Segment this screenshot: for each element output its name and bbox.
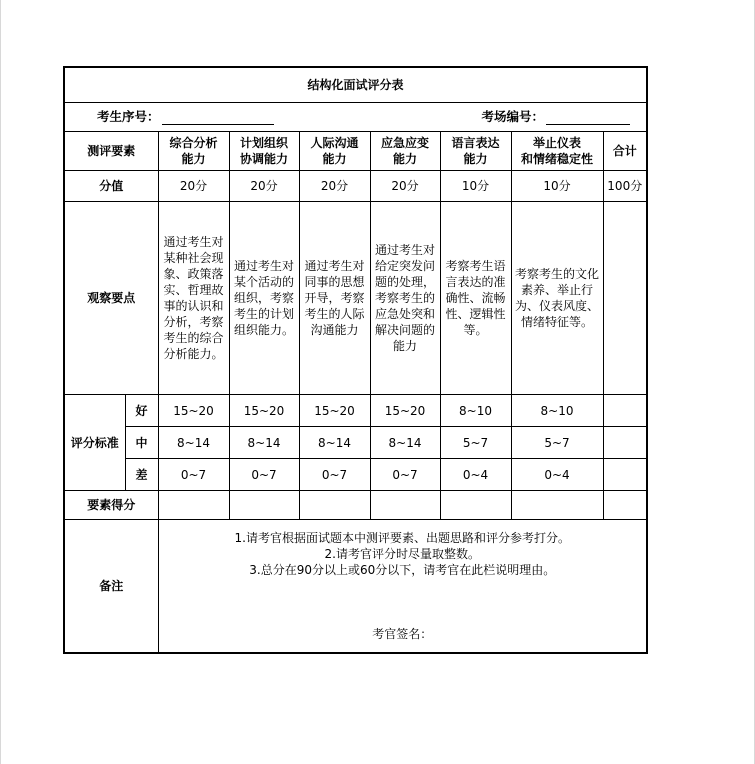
standard-range: 0~4 <box>440 459 511 491</box>
grade-good: 好 <box>125 395 158 427</box>
observation-total-cell <box>603 202 647 395</box>
header-comprehensive-analysis: 综合分析 能力 <box>158 132 229 171</box>
standard-range: 15~20 <box>158 395 229 427</box>
room-no-label: 考场编号： <box>481 109 544 124</box>
standard-range: 0~7 <box>299 459 370 491</box>
header-demeanor: 举止仪表 和情绪稳定性 <box>511 132 603 171</box>
room-no-blank[interactable] <box>546 112 630 125</box>
standard-range: 8~10 <box>511 395 603 427</box>
note-line: 1.请考官根据面试题本中测评要素、出题思路和评分参考打分。 <box>234 531 570 545</box>
observation-text: 通过考生对某个活动的组织，考察考生的计划组织能力。 <box>229 202 299 395</box>
score-value: 20分 <box>299 171 370 202</box>
room-no-field[interactable] <box>481 109 630 125</box>
standard-range: 5~7 <box>440 427 511 459</box>
observation-text: 通过考生对给定突发问题的处理，考察考生的应急处突和解决问题的能力 <box>370 202 440 395</box>
observation-label: 观察要点 <box>64 202 158 395</box>
form-title: 结构化面试评分表 <box>64 67 647 103</box>
standard-range: 5~7 <box>511 427 603 459</box>
scoring-sheet-table <box>63 66 648 654</box>
element-score-label: 要素得分 <box>64 491 158 520</box>
header-language: 语言表达 能力 <box>440 132 511 171</box>
score-label: 分值 <box>64 171 158 202</box>
standard-total-cell <box>603 427 647 459</box>
standard-range: 15~20 <box>370 395 440 427</box>
element-score-input[interactable] <box>440 491 511 520</box>
standard-total-cell <box>603 459 647 491</box>
standard-range: 8~14 <box>370 427 440 459</box>
observation-text: 考察考生的文化素养、举止行为、仪表风度、情绪特征等。 <box>511 202 603 395</box>
score-value: 10分 <box>440 171 511 202</box>
observation-text: 通过考生对某种社会现象、政策落实、哲理故事的认识和分析，考察考生的综合分析能力。 <box>158 202 229 395</box>
header-emergency: 应急应变 能力 <box>370 132 440 171</box>
standard-total-cell <box>603 395 647 427</box>
standard-range: 0~7 <box>158 459 229 491</box>
standard-range: 0~7 <box>370 459 440 491</box>
standard-range: 8~10 <box>440 395 511 427</box>
standard-range: 15~20 <box>229 395 299 427</box>
notes-content[interactable] <box>158 520 647 654</box>
standard-range: 0~4 <box>511 459 603 491</box>
note-line: 2.请考官评分时尽量取整数。 <box>324 547 480 561</box>
standards-label: 评分标准 <box>64 395 125 491</box>
header-interpersonal: 人际沟通 能力 <box>299 132 370 171</box>
page-edge-left <box>0 0 1 764</box>
element-score-input[interactable] <box>511 491 603 520</box>
info-row <box>64 103 647 132</box>
standard-range: 8~14 <box>158 427 229 459</box>
score-total: 100分 <box>603 171 647 202</box>
factor-header: 测评要素 <box>64 132 158 171</box>
candidate-no-blank[interactable] <box>162 112 274 125</box>
standard-range: 8~14 <box>299 427 370 459</box>
score-value: 10分 <box>511 171 603 202</box>
notes-label: 备注 <box>64 520 158 654</box>
candidate-no-field[interactable] <box>97 109 274 125</box>
element-score-input[interactable] <box>370 491 440 520</box>
score-value: 20分 <box>370 171 440 202</box>
score-value: 20分 <box>229 171 299 202</box>
standard-range: 8~14 <box>229 427 299 459</box>
note-line: 3.总分在90分以上或60分以下，请考官在此栏说明理由。 <box>249 563 556 577</box>
total-score-input[interactable] <box>603 491 647 520</box>
element-score-input[interactable] <box>299 491 370 520</box>
grade-poor: 差 <box>125 459 158 491</box>
standard-range: 0~7 <box>229 459 299 491</box>
header-planning-organizing: 计划组织 协调能力 <box>229 132 299 171</box>
element-score-input[interactable] <box>158 491 229 520</box>
header-total: 合计 <box>603 132 647 171</box>
observation-text: 通过考生对同事的思想开导，考察考生的人际沟通能力 <box>299 202 370 395</box>
element-score-input[interactable] <box>229 491 299 520</box>
score-value: 20分 <box>158 171 229 202</box>
grade-medium: 中 <box>125 427 158 459</box>
signature-label: 考官签名： <box>372 627 433 641</box>
observation-text: 考察考生语言表达的准确性、流畅性、逻辑性等。 <box>440 202 511 395</box>
candidate-no-label: 考生序号： <box>97 109 160 124</box>
standard-range: 15~20 <box>299 395 370 427</box>
